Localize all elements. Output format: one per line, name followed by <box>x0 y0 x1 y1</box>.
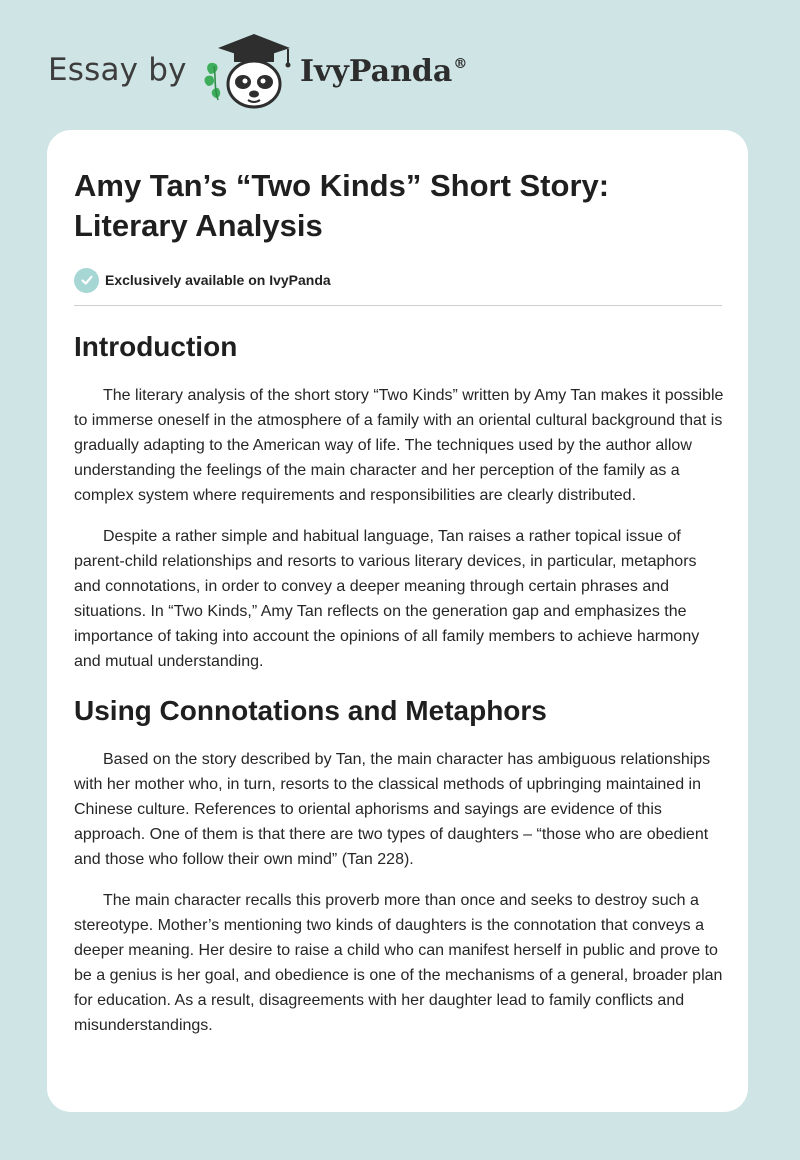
paragraph: Despite a rather simple and habitual language, Tan raises a rather topical issue of parent-child relationships and resorts to various literary devices, in particular, metaphors and connotations, in order to convey a deeper meaning through certain phrases and situations. In “Two Kinds,” Amy Tan reflects on the generation gap and emphasizes the importance of taking into account the opinions of all family members to achieve harmony and mutual understanding. <box>74 528 700 670</box>
brand-text: IvyPanda <box>300 54 453 89</box>
section-heading: Using Connotations and Metaphors <box>74 695 547 726</box>
section-heading: Introduction <box>74 331 238 362</box>
paragraph: Based on the story described by Tan, the main character has ambiguous relationships with her mother who, in turn, resorts to the classical methods of upbringing maintained in Chinese culture. References to oriental aphorisms and sayings are evidence of this approach. One of them is that there are two types of daughters – “those who are obedient and those who follow their own mind” (Tan 228). <box>74 751 711 868</box>
article-card <box>47 130 748 1112</box>
essay-by-label: Essay by <box>48 52 187 88</box>
site-header <box>48 30 468 110</box>
brand-name[interactable] <box>300 54 467 89</box>
section-connotations-metaphors <box>74 694 722 1038</box>
paragraph: The literary analysis of the short story “Two Kinds” written by Amy Tan makes it possible to immerse oneself in the atmosphere of a family with an oriental cultural background that is gradually adapting to the American way of life. The techniques used by the author allow understanding the feelings of the main character and her perception of the family as a complex system where requirements and responsibilities are clearly distributed. <box>74 387 724 504</box>
section-introduction <box>74 330 722 674</box>
exclusive-badge <box>74 266 722 294</box>
exclusive-badge-text: Exclusively available on IvyPanda <box>105 272 331 288</box>
registered-mark: ® <box>453 56 468 72</box>
paragraph: The main character recalls this proverb more than once and seeks to destroy such a stereotype. Mother’s mentioning two kinds of daughters is the connotation that conveys a deeper meaning. Her desire to raise a child who can manifest herself in public and prove to be a genius is her goal, and obedience is one of the mechanisms of a general, broader plan for education. As a result, disagreements with her daughter lead to family conflicts and misunderstandings. <box>74 892 723 1034</box>
article-title: Amy Tan’s “Two Kinds” Short Story: Literary Analysis <box>74 168 610 243</box>
check-icon <box>74 268 99 293</box>
divider <box>74 305 722 306</box>
panda-graduate-icon[interactable] <box>202 30 294 110</box>
